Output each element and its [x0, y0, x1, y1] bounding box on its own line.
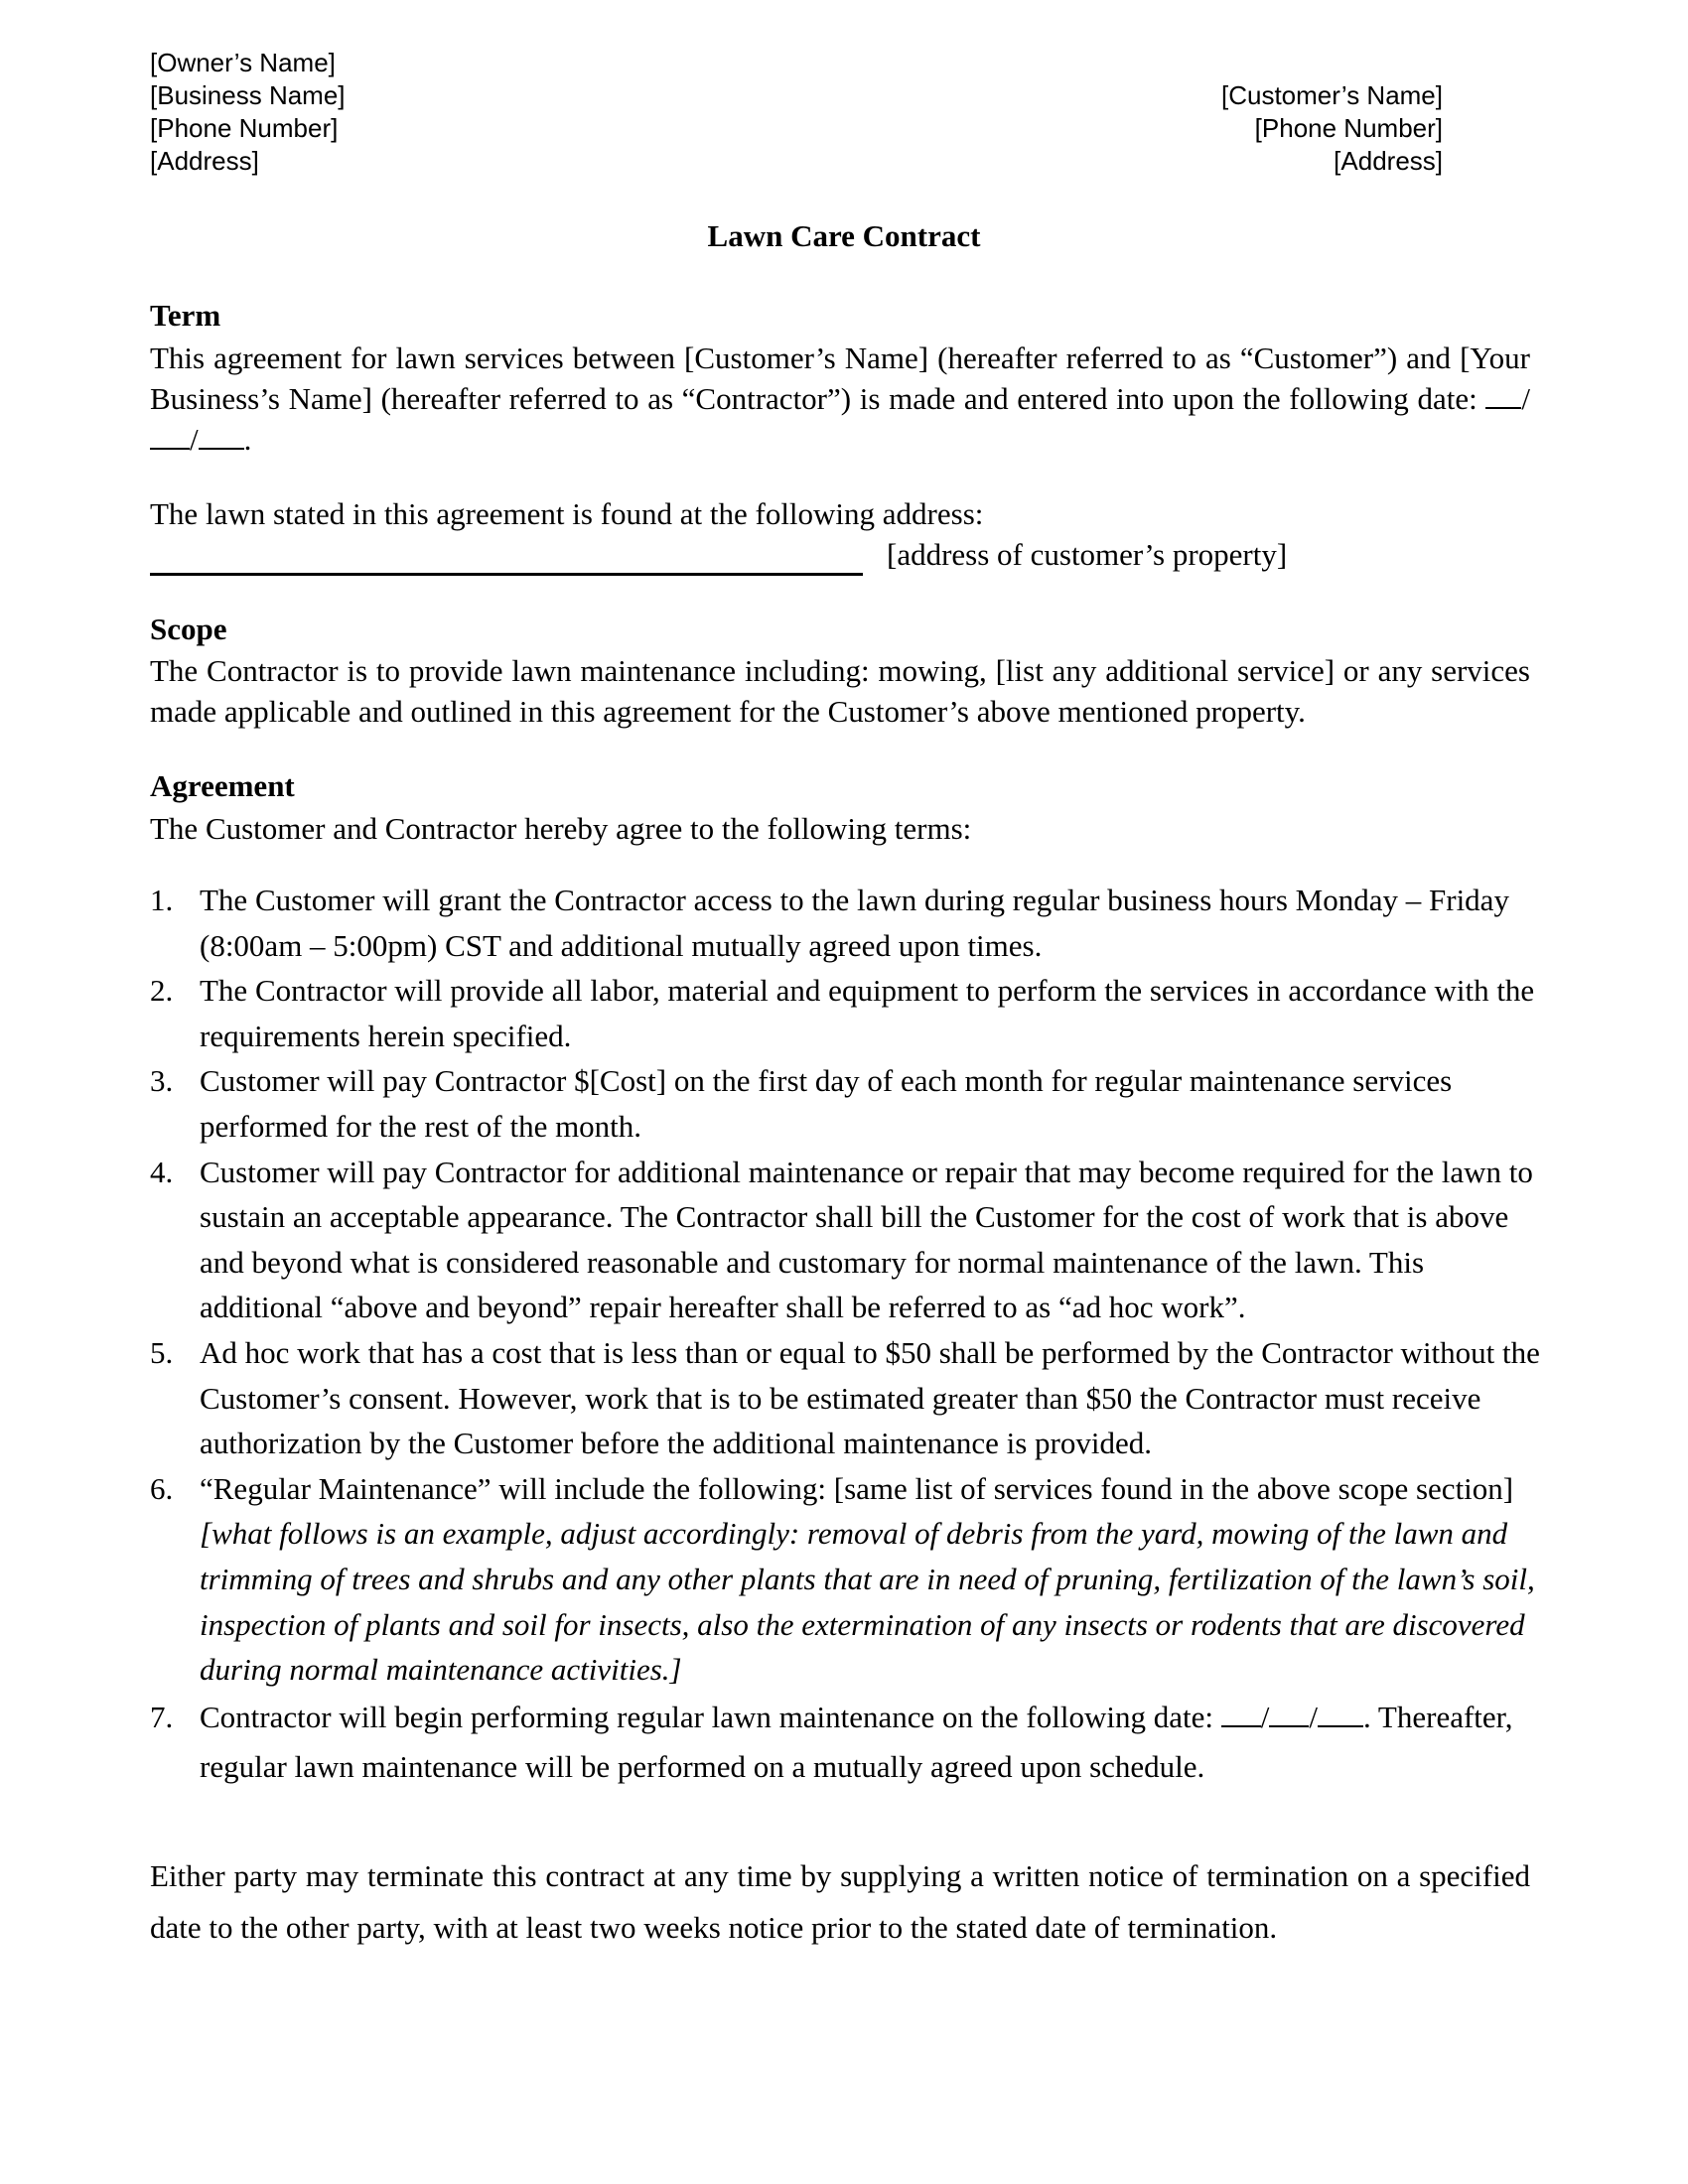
date-year-blank	[199, 422, 244, 450]
list-item: 3. Customer will pay Contractor $[Cost] on the first day of each month for regular maintenance services performed for the rest of the month.	[150, 1063, 1453, 1144]
customer-address: [Address]	[1334, 146, 1443, 176]
term-heading: Term	[150, 298, 221, 333]
scope-heading: Scope	[150, 612, 227, 646]
start-day-blank	[1269, 1700, 1309, 1727]
owner-phone: [Phone Number]	[150, 113, 339, 143]
list-item: 7. Contractor will begin performing regular lawn maintenance on the following date: / / . Thereafter, regular lawn maintenance will be performed on a mutually agreed upon schedule.	[150, 1699, 1513, 1784]
list-item: 4. Customer will pay Contractor for additional maintenance or repair that may become required for the lawn to sustain an acceptable appearance. The Contractor shall bill the Customer for the cost of work that is above and beyond what is considered reasonable and customary for normal maintenance of the lawn. This additional “above and beyond” repair hereafter shall be referred to as “ad hoc work”.	[150, 1154, 1533, 1325]
customer-block	[1221, 79, 1443, 178]
customer-name: [Customer’s Name]	[1221, 80, 1443, 110]
address-label: [address of customer’s property]	[887, 537, 1288, 572]
agreement-heading: Agreement	[150, 768, 295, 803]
page-title: Lawn Care Contract	[707, 218, 981, 253]
list-item: 6. “Regular Maintenance” will include the following: [same list of services found in the above scope section] [what follows is an example, adjust accordingly: removal of debris from the yard, mowing of the lawn and trimming of trees and shrubs and any other plants that are in need of pruning, fertilization of the lawn’s soil, inspection of plants and soil for insects, also the extermination of any insects or rodents that are discovered during normal maintenance activities.]	[150, 1470, 1535, 1688]
date-day-blank	[150, 422, 190, 450]
owner-block	[150, 47, 346, 178]
list-item: 1. The Customer will grant the Contractor access to the lawn during regular business hours Monday – Friday (8:00am – 5:00pm) CST and additional mutually agreed upon times.	[150, 883, 1509, 963]
date-month-blank	[1485, 381, 1521, 409]
agreement-intro: The Customer and Contractor hereby agree to the following terms:	[150, 811, 972, 846]
business-name: [Business Name]	[150, 80, 346, 110]
scope-text: The Contractor is to provide lawn maintenance including: mowing, [list any additional service] or any services made applicable and outlined in this agreement for the Customer’s above mentioned property.	[150, 653, 1530, 729]
start-year-blank	[1318, 1700, 1363, 1727]
list-item: 5. Ad hoc work that has a cost that is less than or equal to $50 shall be performed by the Contractor without the Customer’s consent. However, work that is to be estimated greater than $50 the Contractor must receive authorization by the Customer before the additional maintenance is provided.	[150, 1334, 1540, 1461]
address-intro: The lawn stated in this agreement is found at the following address:	[150, 496, 984, 531]
agreement-terms-list	[150, 878, 1540, 1792]
address-blank-line	[150, 573, 863, 576]
start-month-blank	[1221, 1700, 1261, 1727]
owner-address: [Address]	[150, 146, 259, 176]
customer-phone: [Phone Number]	[1254, 113, 1443, 143]
example-services-italic: [what follows is an example, adjust accordingly: removal of debris from the yard, mowing of the lawn and trimming of trees and shrubs and any other plants that are in need of pruning, fertilization of the lawn’s soil, inspection of plants and soil for insects, also the extermination of any insects or rodents that are discovered during normal maintenance activities.]	[200, 1516, 1535, 1688]
term-paragraph: This agreement for lawn services between [Customer’s Name] (hereafter referred to as “Customer”) and [Your Business’s Name] (hereafter referred to as “Contractor”) is made and entered into upon the following date: // .	[150, 341, 1531, 457]
list-item: 2. The Contractor will provide all labor, material and equipment to perform the services in accordance with the requirements herein specified.	[150, 973, 1535, 1053]
owner-name: [Owner’s Name]	[150, 48, 336, 77]
termination-paragraph: Either party may terminate this contract at any time by supplying a written notice of termination on a specified date to the other party, with at least two weeks notice prior to the stated date of termination.	[150, 1858, 1530, 1945]
term-text: This agreement for lawn services between [Customer’s Name] (hereafter referred to as “Customer”) and [Your Business’s Name] (hereafter referred to as “Contractor”) is made and entered into upon the following date:	[150, 341, 1530, 416]
